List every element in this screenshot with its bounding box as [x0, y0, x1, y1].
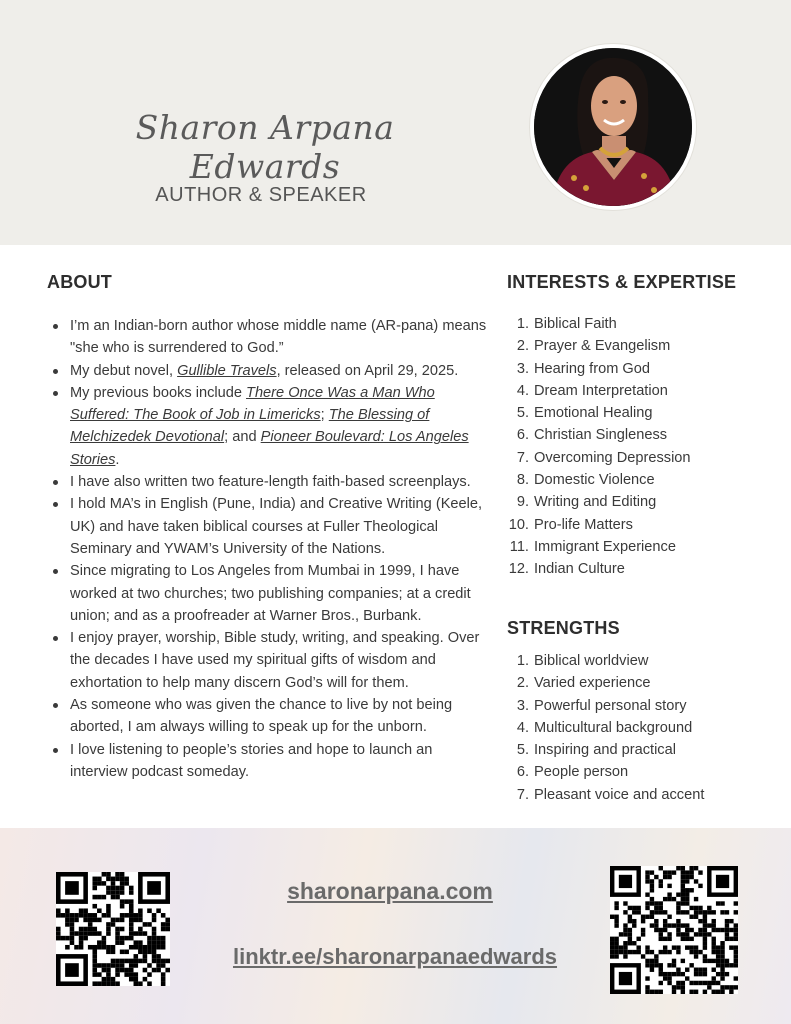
- author-subtitle: AUTHOR & SPEAKER: [155, 184, 367, 206]
- interests-heading: INTERESTS & EXPERTISE: [507, 272, 737, 292]
- about-text: ;: [320, 407, 329, 424]
- book-title-link[interactable]: Pioneer Boulevard: Los Angeles Stories: [70, 429, 469, 468]
- qr-code-website[interactable]: [56, 872, 170, 986]
- strengths-list: [507, 650, 777, 806]
- about-item: [47, 382, 492, 471]
- about-text: I enjoy prayer, worship, Bible study, writing, and speaking. Over the decades I have used my spiritual gifts of wisdom and exhortation to help many discern God’s will for them.: [70, 630, 480, 691]
- interest-item: 3. Hearing from God: [516, 360, 650, 377]
- about-text: I hold MA’s in English (Pune, India) and Creative Writing (Keele, UK) and have taken biblical courses at Fuller Theological Seminary and YWAM’s University of the Nations.: [70, 496, 483, 557]
- about-section: [47, 272, 492, 783]
- strength-item: 3. Powerful personal story: [516, 697, 687, 714]
- about-text: ; and: [224, 429, 261, 446]
- about-heading: ABOUT: [47, 272, 112, 292]
- strength-item: 4. Multicultural background: [516, 719, 693, 736]
- qr-code-linktree[interactable]: [610, 866, 738, 994]
- about-text: My previous books include: [70, 384, 247, 401]
- author-photo: [530, 44, 696, 210]
- about-text: I have also written two feature-length faith-based screenplays.: [70, 474, 471, 491]
- strength-item: 7. Pleasant voice and accent: [516, 786, 705, 803]
- about-text: I’m an Indian-born author whose middle name (AR-pana) means "she who is surrendered to God.”: [70, 318, 487, 357]
- interest-item: 9. Writing and Editing: [516, 494, 657, 511]
- interests-list: [507, 313, 777, 581]
- interest-item: 12. Indian Culture: [508, 561, 625, 578]
- interest-item: 1. Biblical Faith: [516, 316, 617, 332]
- interest-item: 6. Christian Singleness: [516, 427, 668, 444]
- about-text: Since migrating to Los Angeles from Mumbai in 1999, I have worked at two churches; two publishing companies; at a credit union; and as a proofreader at Warner Bros., Burbank.: [70, 563, 471, 624]
- about-item: [47, 493, 492, 560]
- book-title-link[interactable]: The Blessing of Melchizedek Devotional: [70, 407, 430, 446]
- strength-item: 6. People person: [516, 764, 629, 781]
- author-name: Sharon Arpana Edwards: [135, 108, 395, 186]
- about-item: [47, 560, 492, 627]
- book-title-link[interactable]: Gullible Travels: [177, 362, 277, 379]
- website-link[interactable]: sharonarpana.com: [287, 878, 493, 904]
- about-text: As someone who was given the chance to live by not being aborted, I am always willing to speak up for the unborn.: [70, 697, 453, 736]
- strength-item: 5. Inspiring and practical: [516, 742, 676, 759]
- strengths-heading: STRENGTHS: [507, 618, 620, 638]
- interest-item: 7. Overcoming Depression: [516, 449, 691, 466]
- interest-item: 5. Emotional Healing: [516, 405, 653, 422]
- interest-item: 4. Dream Interpretation: [516, 382, 668, 399]
- interest-item: 2. Prayer & Evangelism: [516, 338, 671, 355]
- about-text: .: [115, 451, 120, 468]
- interest-item: 8. Domestic Violence: [516, 472, 655, 489]
- strength-item: 1. Biblical worldview: [516, 653, 649, 669]
- about-item: [47, 694, 492, 739]
- about-text: I love listening to people’s stories and hope to launch an interview podcast someday.: [70, 741, 433, 780]
- about-list: [47, 315, 492, 783]
- book-title-link[interactable]: There Once Was a Man Who Suffered: The Book of Job in Limericks: [70, 384, 435, 424]
- about-text: My debut novel,: [70, 362, 178, 379]
- strength-item: 2. Varied experience: [516, 675, 651, 692]
- about-item: [47, 471, 492, 493]
- about-text: , released on April 29, 2025.: [276, 362, 459, 379]
- about-item: [47, 360, 492, 382]
- interests-section: [507, 272, 777, 581]
- interest-item: 11. Immigrant Experience: [509, 538, 676, 555]
- linktree-link[interactable]: linktr.ee/sharonarpanaedwards: [232, 944, 558, 969]
- interest-item: 10. Pro-life Matters: [508, 516, 633, 533]
- about-item: [47, 627, 492, 694]
- about-item: [47, 315, 492, 360]
- about-item: [47, 739, 492, 784]
